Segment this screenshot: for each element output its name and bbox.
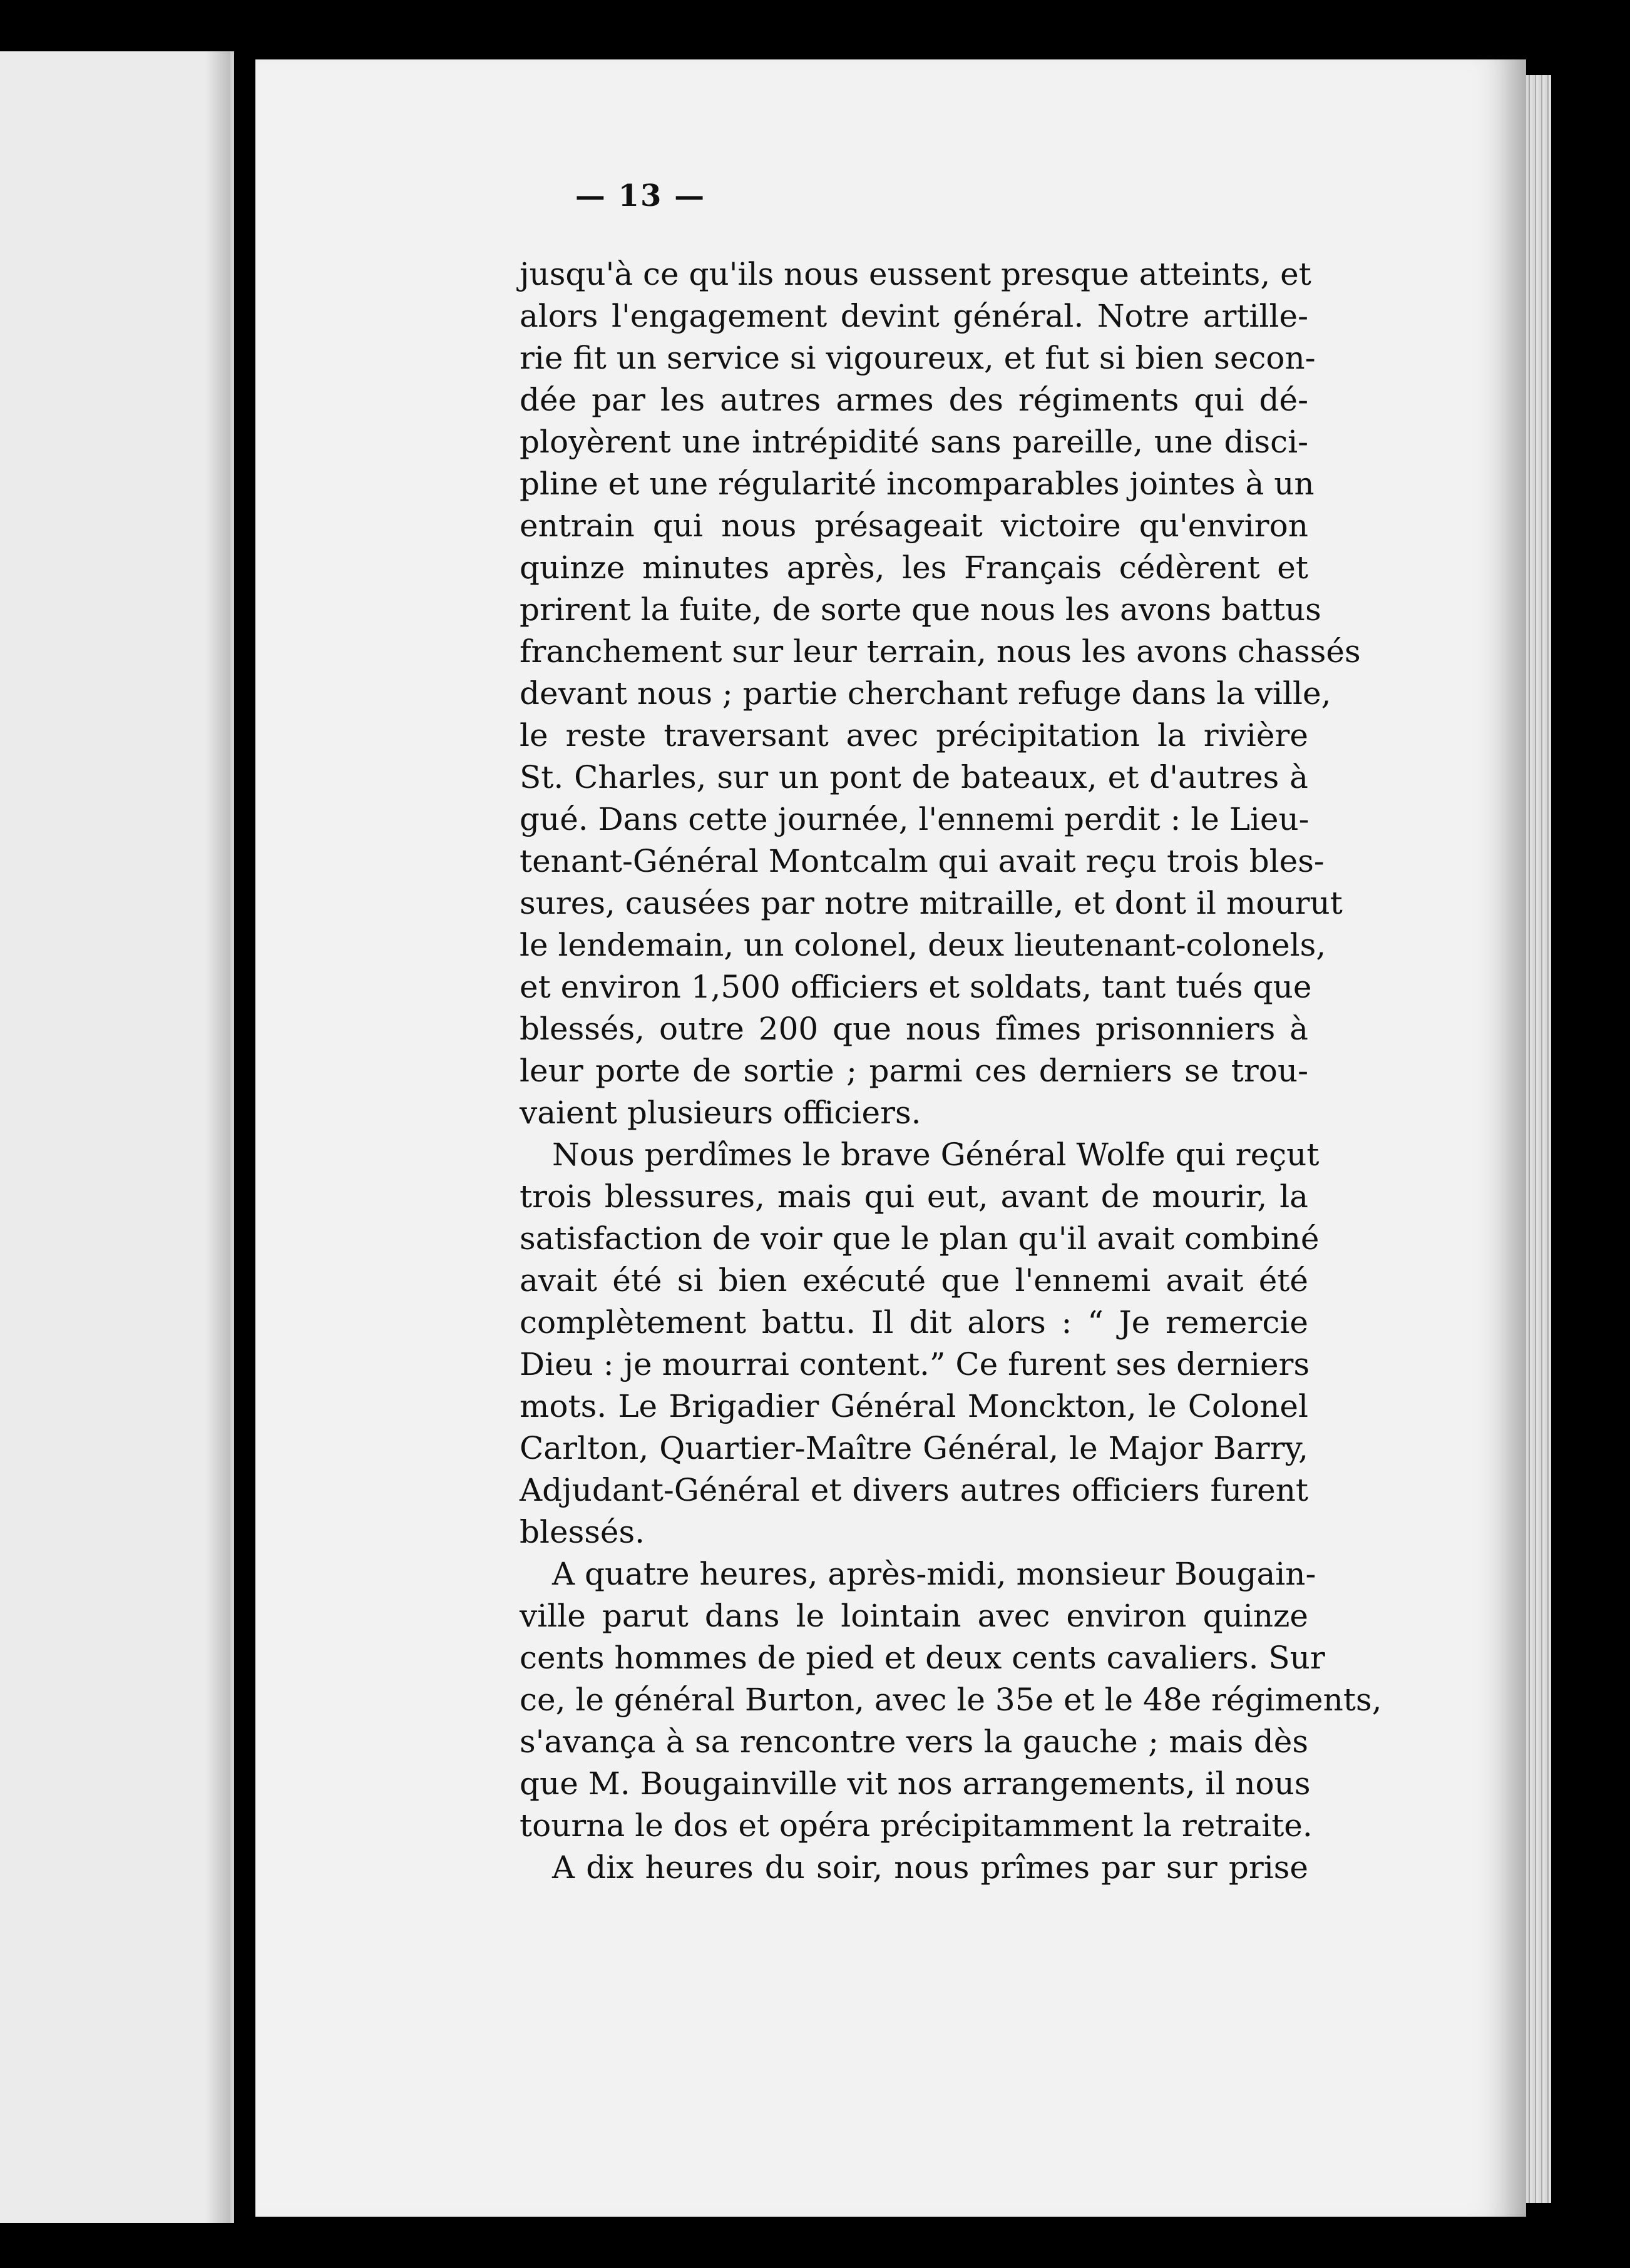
text-line: s'avança à sa rencontre vers la gauche ; mais dès xyxy=(520,1724,1308,1760)
text-line: alors l'engagement devint général. Notre artille- xyxy=(520,298,1308,334)
text-line: le reste traversant avec précipitation la rivière xyxy=(520,717,1308,753)
text-line: vaient plusieurs officiers. xyxy=(520,1095,921,1131)
text-line: trois blessures, mais qui eut, avant de mourir, la xyxy=(520,1178,1308,1215)
facing-page xyxy=(0,51,234,2223)
text-line: satisfaction de voir que le plan qu'il avait combiné xyxy=(520,1220,1320,1257)
text-line: mots. Le Brigadier Général Monckton, le Colonel xyxy=(520,1388,1308,1424)
page-edges xyxy=(1526,75,1551,2203)
text-line: pline et une régularité incomparables jointes à un xyxy=(520,466,1315,502)
text-line: ville parut dans le lointain avec environ quinze xyxy=(520,1598,1308,1634)
text-line: tenant-Général Montcalm qui avait reçu trois bles- xyxy=(520,843,1325,879)
text-line: St. Charles, sur un pont de bateaux, et d'autres à xyxy=(520,759,1308,795)
text-line: A quatre heures, après-midi, monsieur Bougain- xyxy=(552,1556,1316,1592)
text-line: complètement battu. Il dit alors : “ Je remercie xyxy=(520,1304,1308,1341)
body-text xyxy=(520,253,1382,1889)
text-line: entrain qui nous présageait victoire qu'environ xyxy=(520,508,1308,544)
facing-page-gutter xyxy=(205,51,230,2223)
page-number: — 13 — xyxy=(575,178,706,213)
text-line: gué. Dans cette journée, l'ennemi perdit : le Lieu- xyxy=(520,801,1310,837)
text-line: dée par les autres armes des régiments qui dé- xyxy=(520,382,1308,418)
text-line: blessés. xyxy=(520,1514,645,1550)
text-line: que M. Bougainville vit nos arrangements, il nous xyxy=(520,1765,1311,1802)
text-line: devant nous ; partie cherchant refuge dans la ville, xyxy=(520,675,1331,712)
text-line: jusqu'à ce qu'ils nous eussent presque atteints, et xyxy=(520,256,1311,292)
text-line: leur porte de sortie ; parmi ces derniers se trou- xyxy=(520,1053,1308,1089)
text-line: franchement sur leur terrain, nous les avons chassés xyxy=(520,633,1361,670)
text-line: sures, causées par notre mitraille, et dont il mourut xyxy=(520,885,1343,921)
text-line: avait été si bien exécuté que l'ennemi avait été xyxy=(520,1262,1308,1299)
text-line: prirent la fuite, de sorte que nous les avons battus xyxy=(520,591,1321,628)
text-line: A dix heures du soir, nous prîmes par sur prise xyxy=(552,1849,1308,1886)
text-line: quinze minutes après, les Français cédèrent et xyxy=(520,549,1308,586)
text-line: Dieu : je mourrai content.” Ce furent ses derniers xyxy=(520,1346,1310,1382)
text-line: ployèrent une intrépidité sans pareille, une disci- xyxy=(520,424,1308,460)
text-line: Carlton, Quartier-Maître Général, le Major Barry, xyxy=(520,1430,1308,1466)
text-line: ce, le général Burton, avec le 35e et le 48e régiments, xyxy=(520,1682,1382,1718)
text-line: rie fit un service si vigoureux, et fut si bien secon- xyxy=(520,340,1316,376)
text-line: Nous perdîmes le brave Général Wolfe qui reçut xyxy=(552,1137,1320,1173)
text-line: tourna le dos et opéra précipitamment la retraite. xyxy=(520,1807,1313,1844)
text-line: blessés, outre 200 que nous fîmes prisonniers à xyxy=(520,1011,1308,1047)
text-line: le lendemain, un colonel, deux lieutenant-colonels, xyxy=(520,927,1326,963)
text-line: cents hommes de pied et deux cents cavaliers. Sur xyxy=(520,1640,1325,1676)
text-line: et environ 1,500 officiers et soldats, tant tués que xyxy=(520,969,1312,1005)
text-line: Adjudant-Général et divers autres officiers furent xyxy=(520,1472,1308,1508)
